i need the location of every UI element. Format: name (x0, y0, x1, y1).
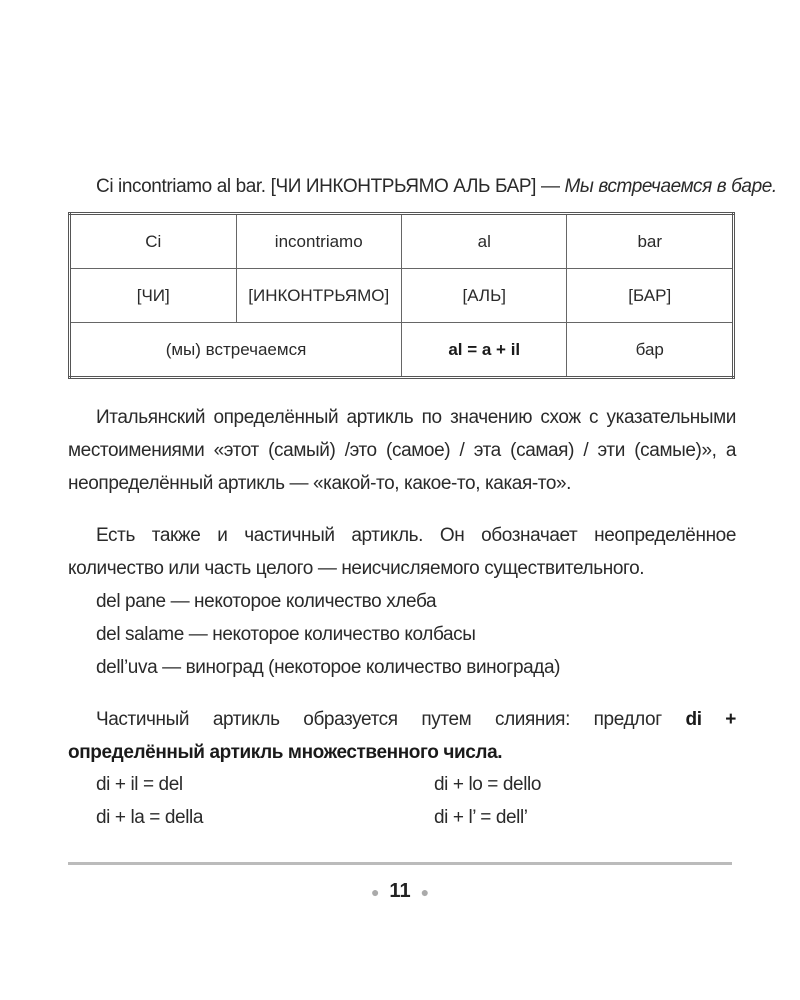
table-row-italian (70, 214, 734, 269)
article-formula: al = a + il (448, 339, 521, 359)
paragraph-partitive-article (68, 519, 736, 585)
table-cell: incontriamo (236, 214, 401, 269)
sentence-breakdown-table (68, 212, 735, 379)
bullet-icon: ● (370, 883, 380, 900)
example-item: del salame — некоторое количество колбасы (96, 624, 476, 645)
example-translation: Мы встречаемся в баре. (564, 176, 777, 197)
formula-item: di + il = del (96, 774, 183, 795)
table-cell-article (401, 323, 566, 378)
example-dash: — (540, 176, 560, 197)
table-cell: [АЛЬ] (401, 269, 566, 323)
example-item: del pane — некоторое количество хлеба (96, 591, 437, 612)
paragraph-rule: di + определённый артикль множественного числа. (68, 709, 736, 763)
table-row-translation (70, 323, 734, 378)
paragraph-text: Частичный артикль образуется путем слияния: предлог (96, 709, 662, 730)
example-transcription: [ЧИ ИНКОНТРЬЯМО АЛЬ БАР] (270, 176, 537, 197)
table-cell: [ЧИ] (70, 269, 237, 323)
table-cell: бар (567, 323, 734, 378)
bullet-icon: ● (420, 883, 430, 900)
formula-item: di + lo = dello (434, 774, 542, 795)
table-cell: [БАР] (567, 269, 734, 323)
page-footer (0, 880, 800, 903)
table-cell: Ci (70, 214, 237, 269)
formula-item: di + l’ = dell’ (434, 807, 528, 828)
example-sentence (96, 170, 777, 203)
example-italian: Ci incontriamo al bar. (96, 176, 266, 197)
table-cell: bar (567, 214, 734, 269)
table-cell: [ИНКОНТРЬЯМО] (236, 269, 401, 323)
paragraph-text: Итальянский определённый артикль по значению схож с указательными местоимениями «этот (самый) /это (самое) / эта (самая) / эти (самые)», а неопределённый артикль — «какой-то, какое-то, какая-то». (68, 407, 736, 494)
example-item: dell’uva — виноград (некоторое количество винограда) (96, 657, 561, 678)
paragraph-formation (68, 703, 736, 769)
page-number: 11 (389, 880, 411, 902)
paragraph-definite-article (68, 401, 736, 500)
footer-divider (68, 862, 732, 865)
table-cell-merged: (мы) встречаемся (70, 323, 402, 378)
paragraph-text: Есть также и частичный артикль. Он обозначает неопределённое количество или часть целого — неисчисляемого существительного. (68, 525, 736, 579)
table-cell: al (401, 214, 566, 269)
formula-item: di + la = della (96, 807, 204, 828)
table-row-transcription (70, 269, 734, 323)
